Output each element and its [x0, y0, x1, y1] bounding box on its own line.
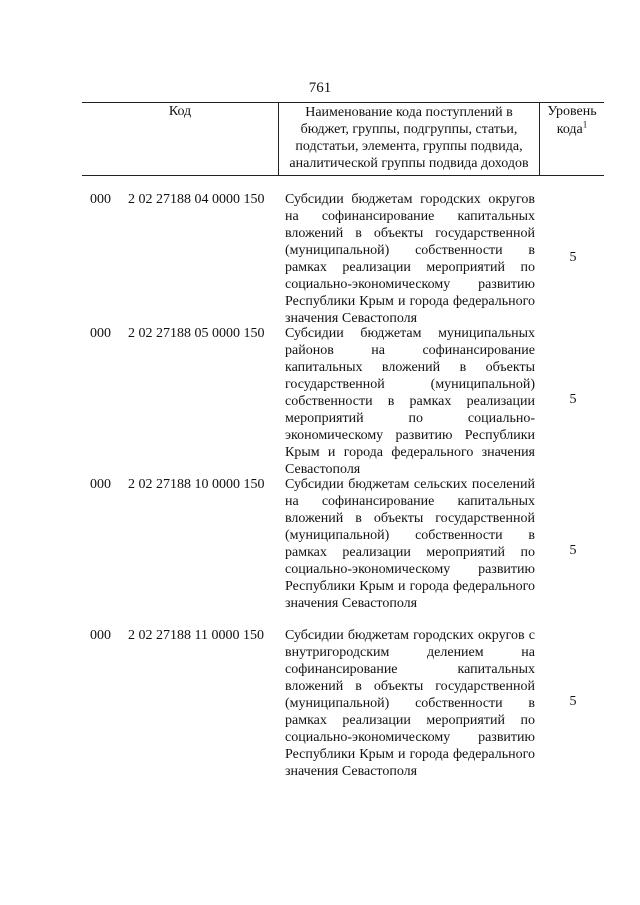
row-code: 2 02 27188 04 0000 150 — [128, 192, 265, 207]
row-level: 5 — [569, 250, 577, 265]
row-code: 2 02 27188 11 0000 150 — [128, 628, 264, 643]
header-code: Код — [168, 104, 192, 119]
header-level-footnote: 1 — [582, 119, 588, 130]
header-level — [540, 103, 604, 175]
row-prefix: 000 — [90, 628, 111, 643]
row-prefix: 000 — [90, 192, 111, 207]
page-number: 761 — [308, 80, 332, 96]
header-name: Наименование кода поступлений в бюджет, группы, подгруппы, статьи, подстатьи, элемента, группы подвида, аналитической группы подвида доходов — [278, 103, 540, 175]
row-description: Субсидии бюджетам городских округов с внутригородским делением на софинансирование капитальных вложений в объекты государственной (муниципальной) собственности в рамках реализации мероприятий по социально-экономическому развитию Республики Крым и города федерального значения Севастополя — [285, 628, 535, 779]
row-prefix: 000 — [90, 326, 111, 341]
row-description: Субсидии бюджетам сельских поселений на софинансирование капитальных вложений в объекты государственной (муниципальной) собственности в рамках реализации мероприятий по социально-экономическому развитию Республики Крым и города федерального значения Севастополя — [285, 477, 535, 611]
row-description: Субсидии бюджетам городских округов на софинансирование капитальных вложений в объекты государственной (муниципальной) собственности в рамках реализации мероприятий по социально-экономическому развитию Республики Крым и города федерального значения Севастополя — [285, 192, 535, 326]
row-level: 5 — [569, 392, 577, 407]
table-header — [82, 102, 604, 176]
row-level: 5 — [569, 543, 577, 558]
row-description: Субсидии бюджетам муниципальных районов на софинансирование капитальных вложений в объекты государственной (муниципальной) собственности в рамках реализации мероприятий по социально-экономическому развитию Республики Крым и города федерального значения Севастополя — [285, 326, 535, 477]
row-prefix: 000 — [90, 477, 111, 492]
row-level: 5 — [569, 694, 577, 709]
row-code: 2 02 27188 10 0000 150 — [128, 477, 265, 492]
row-code: 2 02 27188 05 0000 150 — [128, 326, 265, 341]
header-level-label: Уровень кода — [547, 104, 597, 137]
